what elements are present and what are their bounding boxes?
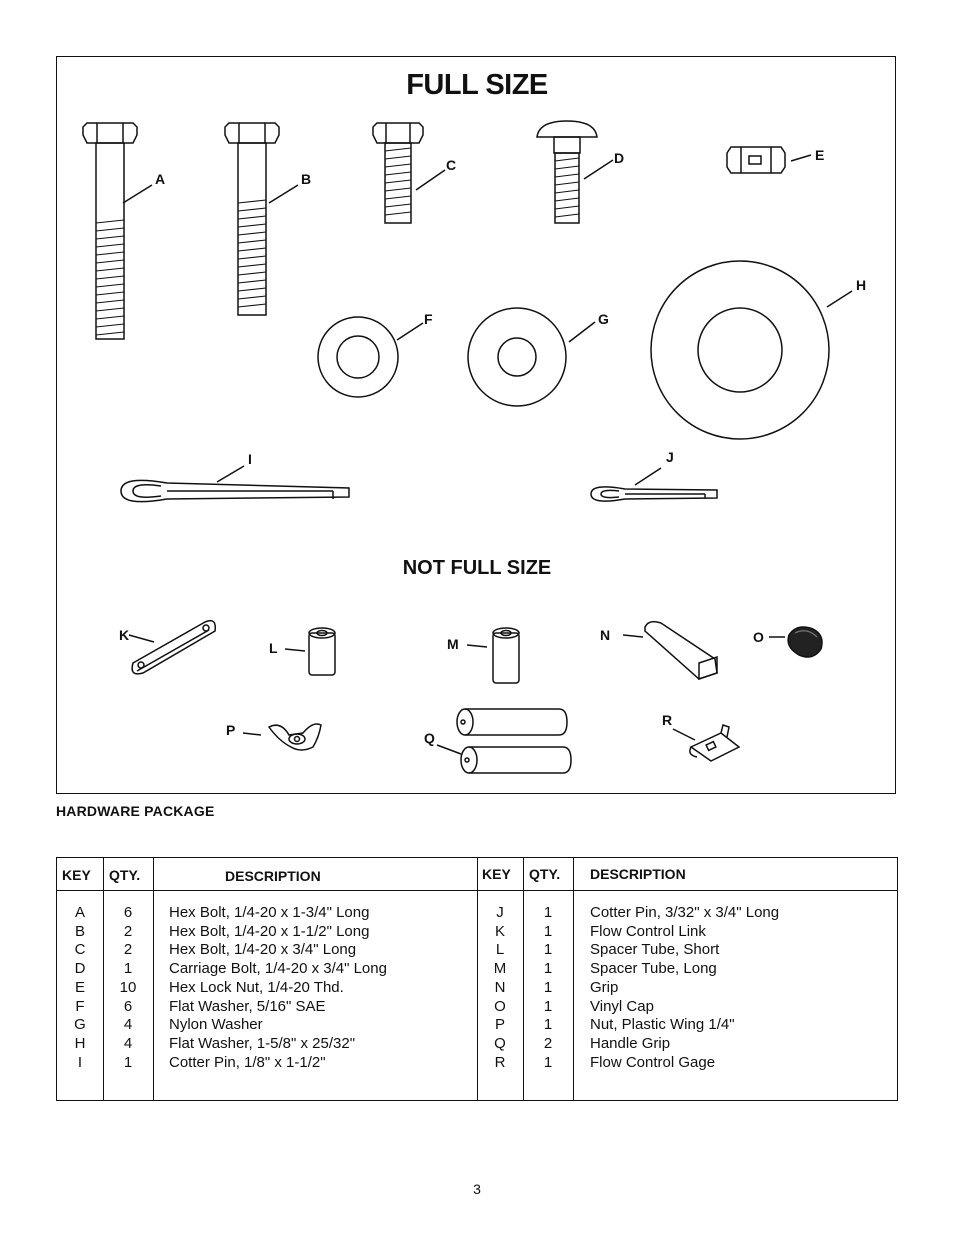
table-cell-qty: 10 — [119, 978, 137, 996]
table-divider — [573, 858, 574, 1100]
key-column-right — [477, 904, 523, 1072]
table-cell-description: Carriage Bolt, 1/4-20 x 3/4" Long — [169, 960, 387, 978]
page-number: 3 — [473, 1181, 481, 1197]
table-cell-qty: 1 — [543, 978, 553, 996]
description-column-left — [169, 904, 387, 1072]
header-description-left: DESCRIPTION — [225, 868, 321, 884]
table-cell-qty: 1 — [543, 960, 553, 978]
label-o: O — [753, 629, 764, 645]
table-cell-qty: 4 — [123, 1034, 133, 1052]
table-cell-description: Hex Bolt, 1/4-20 x 1-3/4" Long — [169, 904, 370, 921]
table-header-rule — [57, 890, 897, 891]
hardware-table — [56, 857, 898, 1101]
table-cell-description: Spacer Tube, Short — [590, 941, 720, 959]
table-cell-qty: 1 — [543, 997, 553, 1015]
table-cell-description: Flow Control Gage — [590, 1053, 716, 1071]
table-cell-qty: 1 — [543, 904, 553, 921]
cotter-pin-j-drawing — [591, 468, 717, 501]
label-l: L — [269, 640, 278, 656]
hex-lock-nut-e-drawing — [727, 147, 811, 173]
table-cell-key: K — [494, 922, 505, 940]
table-cell-key: L — [495, 941, 505, 959]
description-column-right — [590, 904, 779, 1072]
hex-bolt-b-drawing — [225, 123, 298, 315]
table-cell-key: I — [77, 1053, 83, 1071]
table-cell-key: D — [74, 960, 86, 978]
label-q: Q — [424, 730, 435, 746]
label-r: R — [662, 712, 673, 728]
label-f: F — [424, 311, 433, 327]
table-cell-qty: 1 — [543, 1053, 553, 1071]
table-divider — [153, 858, 154, 1100]
spacer-tube-short-l-drawing — [285, 628, 335, 675]
table-cell-description: Vinyl Cap — [590, 997, 654, 1015]
table-cell-key: M — [493, 960, 507, 978]
grip-n-drawing — [623, 622, 717, 679]
table-cell-description: Hex Lock Nut, 1/4-20 Thd. — [169, 978, 344, 996]
hex-bolt-c-drawing — [373, 123, 445, 223]
nylon-washer-g-drawing — [468, 308, 595, 406]
table-cell-qty: 6 — [123, 904, 133, 921]
qty-column-left — [103, 904, 153, 1072]
table-cell-qty: 1 — [123, 1053, 133, 1071]
table-cell-description: Flow Control Link — [590, 922, 706, 940]
table-cell-description: Flat Washer, 1-5/8" x 25/32" — [169, 1034, 356, 1052]
table-cell-description: Nut, Plastic Wing 1/4" — [590, 1016, 735, 1034]
label-n: N — [600, 627, 611, 643]
carriage-bolt-d-drawing — [537, 121, 613, 223]
hex-bolt-a-drawing — [83, 123, 152, 339]
label-i: I — [248, 451, 252, 467]
table-cell-description: Handle Grip — [590, 1034, 671, 1052]
flow-control-link-k-drawing — [129, 621, 215, 674]
table-cell-key: N — [494, 978, 506, 996]
hardware-package-title: HARDWARE PACKAGE — [56, 803, 215, 819]
label-p: P — [226, 722, 236, 738]
label-e: E — [815, 147, 825, 163]
table-cell-key: C — [74, 941, 86, 959]
label-a: A — [155, 171, 166, 187]
table-cell-qty: 1 — [123, 960, 133, 978]
label-m: M — [447, 636, 459, 652]
full-size-heading: FULL SIZE — [406, 69, 548, 101]
header-key-right: KEY — [482, 866, 511, 882]
table-cell-key: F — [75, 997, 85, 1015]
table-cell-key: P — [494, 1016, 505, 1034]
key-column-left — [57, 904, 103, 1072]
wing-nut-p-drawing — [243, 724, 321, 750]
label-h: H — [856, 277, 867, 293]
label-d: D — [614, 150, 625, 166]
hardware-diagram-frame — [56, 56, 896, 794]
flow-control-gage-r-drawing — [673, 725, 739, 761]
table-cell-description: Flat Washer, 5/16" SAE — [169, 997, 326, 1015]
qty-column-right — [523, 904, 573, 1072]
table-cell-key: Q — [494, 1034, 506, 1052]
table-cell-description: Hex Bolt, 1/4-20 x 1-1/2" Long — [169, 922, 370, 940]
header-key-left: KEY — [62, 867, 91, 883]
header-qty-left: QTY. — [109, 867, 141, 883]
table-cell-description: Hex Bolt, 1/4-20 x 3/4" Long — [169, 941, 357, 959]
label-g: G — [598, 311, 609, 327]
table-cell-qty: 1 — [543, 922, 553, 940]
table-cell-qty: 1 — [543, 1016, 553, 1034]
table-cell-key: H — [74, 1034, 86, 1052]
table-cell-description: Cotter Pin, 1/8" x 1-1/2" — [169, 1053, 326, 1071]
table-cell-qty: 6 — [123, 997, 133, 1015]
table-cell-qty: 1 — [543, 941, 553, 959]
header-description-right: DESCRIPTION — [590, 866, 686, 882]
table-cell-key: B — [74, 922, 85, 940]
table-cell-qty: 2 — [123, 941, 133, 959]
hardware-illustration — [57, 57, 897, 795]
label-c: C — [446, 157, 457, 173]
label-j: J — [666, 449, 674, 465]
table-cell-qty: 4 — [123, 1016, 133, 1034]
label-b: B — [301, 171, 312, 187]
table-cell-description: Cotter Pin, 3/32" x 3/4" Long — [590, 904, 780, 921]
table-cell-description: Grip — [590, 978, 619, 996]
table-cell-key: O — [494, 997, 506, 1015]
table-cell-key: R — [494, 1053, 506, 1071]
table-cell-key: A — [74, 904, 85, 921]
table-cell-key: G — [74, 1016, 86, 1034]
spacer-tube-long-m-drawing — [467, 628, 519, 683]
table-cell-description: Spacer Tube, Long — [590, 960, 717, 978]
table-cell-key: J — [496, 904, 504, 921]
table-cell-key: E — [74, 978, 85, 996]
handle-grip-q-drawing — [437, 709, 571, 773]
table-cell-qty: 2 — [543, 1034, 553, 1052]
label-k: K — [119, 627, 130, 643]
table-cell-qty: 2 — [123, 922, 133, 940]
table-cell-description: Nylon Washer — [169, 1016, 263, 1034]
vinyl-cap-o-drawing — [769, 627, 822, 657]
flat-washer-f-drawing — [318, 317, 423, 397]
large-washer-h-drawing — [651, 261, 852, 439]
not-full-size-heading: NOT FULL SIZE — [402, 557, 552, 579]
header-qty-right: QTY. — [529, 866, 561, 882]
cotter-pin-i-drawing — [121, 466, 349, 502]
